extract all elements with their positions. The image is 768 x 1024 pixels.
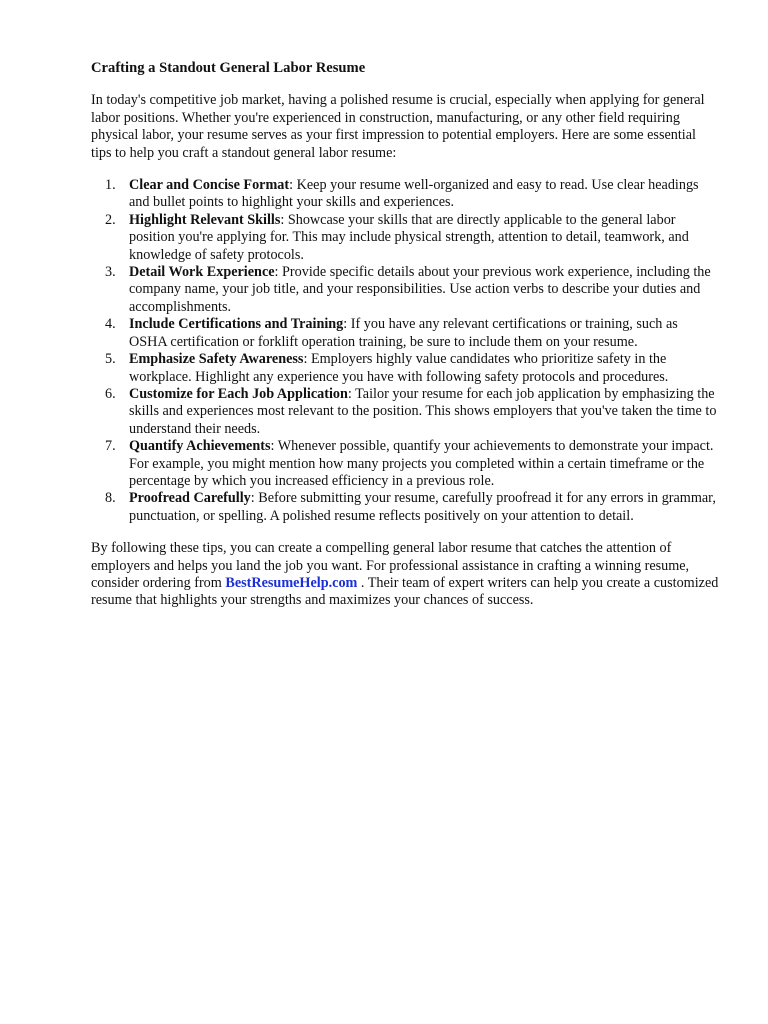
list-item-number: 1. [105, 177, 116, 194]
list-item-separator: : [347, 385, 352, 402]
list-item-text: Whenever possible, quantify your achievements to demonstrate your impact. For example, you might mention how many projects you completed within a certain timeframe or the percentage by which you increased efficiency in a previous role. [129, 438, 714, 489]
list-item-text: Showcase your skills that are directly applicable to the general labor position you're applying for. This may include physical strength, attention to detail, teamwork, and knowledge of safety protocols. [129, 211, 689, 263]
document-page [91, 60, 719, 610]
list-item-separator: : [280, 211, 285, 228]
list-item-term: Include Certifications and Training [129, 316, 344, 333]
closing-text-after-link: . Their team of expert writers can help you create a customized resume that highlights your strengths and maximizes your chances of success. [91, 574, 719, 609]
list-item [105, 316, 719, 351]
closing-paragraph [91, 540, 719, 610]
list-item-number: 5. [105, 351, 116, 368]
list-item-number: 4. [105, 316, 116, 333]
list-item-separator: : [343, 316, 348, 333]
list-item-separator: : [274, 264, 279, 281]
tips-list [91, 177, 719, 525]
list-item-number: 2. [105, 211, 116, 228]
list-item [105, 351, 719, 386]
list-item-term: Customize for Each Job Application [129, 385, 348, 402]
list-item-number: 8. [105, 490, 116, 507]
list-item [105, 177, 719, 212]
list-item-separator: : [303, 351, 308, 368]
list-item-term: Proofread Carefully [129, 490, 251, 507]
list-item [105, 264, 719, 316]
best-resume-help-link[interactable]: BestResumeHelp.com [225, 574, 358, 591]
list-item-number: 3. [105, 264, 116, 281]
list-item [105, 438, 719, 490]
list-item-number: 6. [105, 385, 116, 402]
document-title: Crafting a Standout General Labor Resume [91, 60, 366, 76]
list-item-text: Keep your resume well-organized and easy to read. Use clear headings and bullet points to highlight your skills and experiences. [129, 177, 699, 211]
list-item-separator: : [270, 438, 275, 455]
list-item-text: Provide specific details about your previous work experience, including the company name, your job title, and your responsibilities. Use action verbs to describe your duties and accomplishments. [129, 264, 711, 315]
list-item-text: Before submitting your resume, carefully proofread it for any errors in grammar, punctuation, or spelling. A polished resume reflects positively on your attention to detail. [129, 490, 716, 524]
list-item-text: Tailor your resume for each job application by emphasizing the skills and experiences most relevant to the position. This shows employers that you've taken the time to understand their needs. [129, 385, 717, 437]
intro-paragraph: In today's competitive job market, having a polished resume is crucial, especially when applying for general labor positions. Whether you're experienced in construction, manufacturing, or any other field requiring physical labor, your resume serves as your first impression to potential employers. Here are some essential tips to help you craft a standout general labor resume: [91, 92, 705, 161]
list-item-text: If you have any relevant certifications or training, such as OSHA certification or forklift operation training, be sure to include them on your resume. [129, 316, 678, 350]
list-item-separator: : [250, 490, 255, 507]
list-item-text: Employers highly value candidates who prioritize safety in the workplace. Highlight any experience you have with following safety protocols and procedures. [129, 351, 669, 385]
list-item-term: Highlight Relevant Skills [129, 211, 281, 228]
list-item [105, 385, 719, 438]
closing-text-before-link: By following these tips, you can create a compelling general labor resume that catches the attention of employers and helps you land the job you want. For professional assistance in crafting a winning resume, consider ordering from [91, 540, 690, 591]
list-item-term: Quantify Achievements [129, 438, 271, 455]
list-item-number: 7. [105, 438, 116, 455]
list-item [105, 490, 719, 525]
list-item [105, 211, 719, 264]
list-item-term: Detail Work Experience [129, 264, 275, 281]
list-item-term: Emphasize Safety Awareness [129, 351, 304, 368]
list-item-term: Clear and Concise Format [129, 177, 290, 194]
list-item-separator: : [289, 177, 294, 194]
